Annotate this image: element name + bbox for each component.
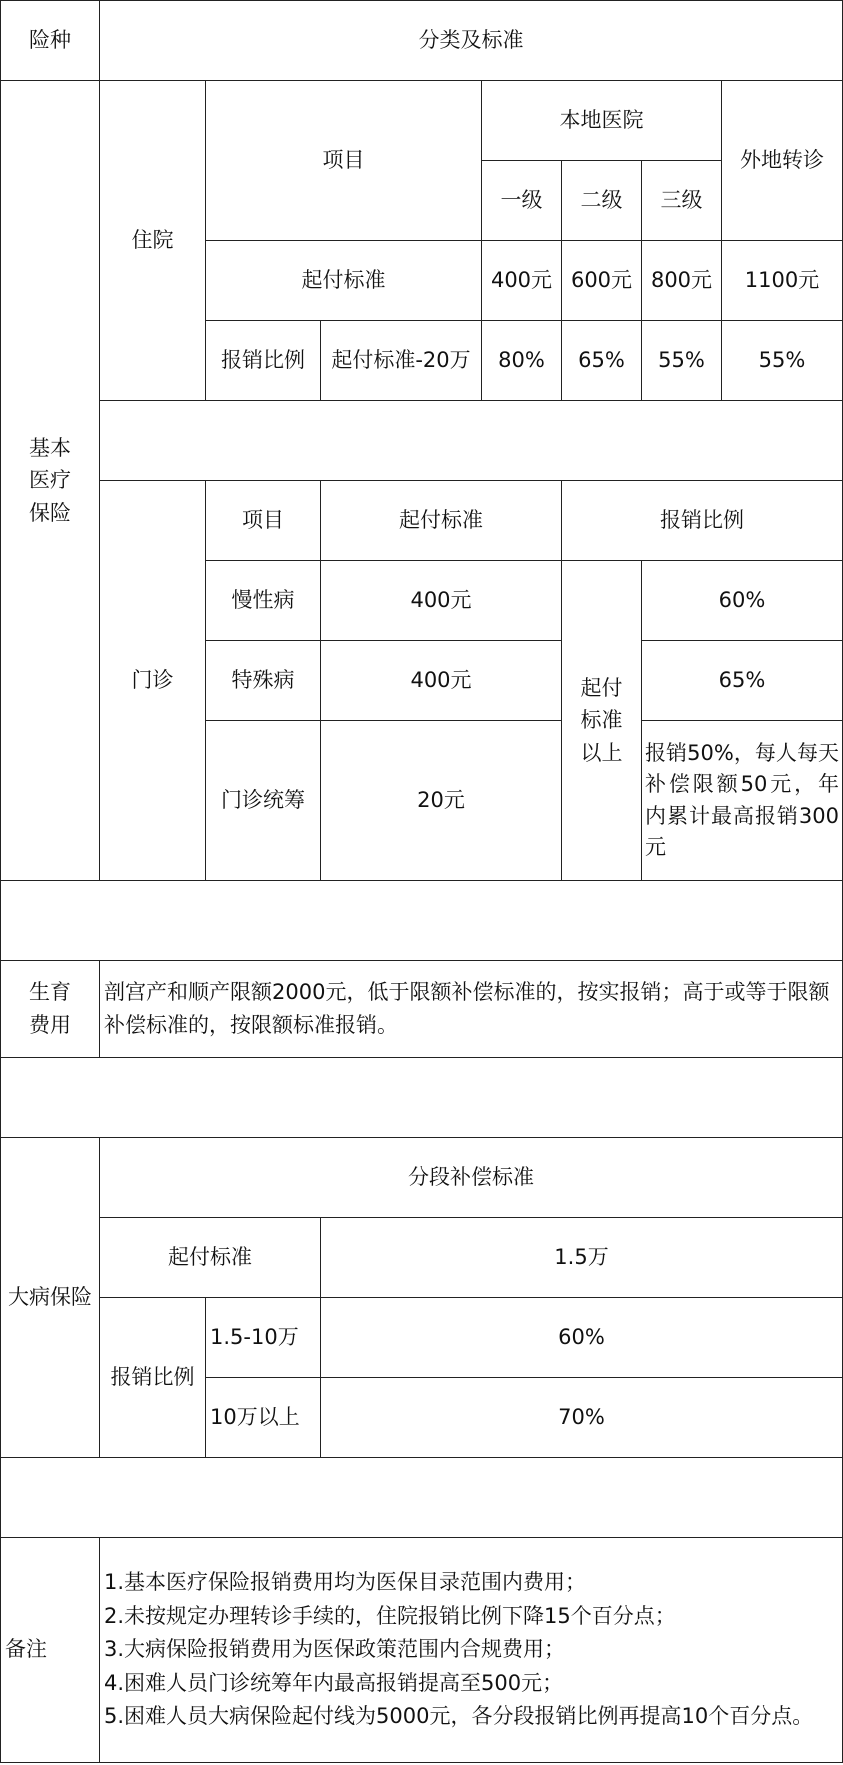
header-type: 险种 xyxy=(1,1,100,81)
local-hospital-header: 本地医院 xyxy=(482,81,722,161)
remote-referral-header: 外地转诊 xyxy=(722,81,843,241)
outpatient-item-header: 项目 xyxy=(206,481,321,561)
header-standard: 分类及标准 xyxy=(100,1,843,81)
inpatient-label: 住院 xyxy=(100,81,206,401)
remark-item: 2.未按规定办理转诊手续的，住院报销比例下降15个百分点； xyxy=(104,1603,676,1628)
outpatient-ratio-pooled: 报销50%，每人每天补偿限额50元，年内累计最高报销300元 xyxy=(642,721,843,881)
critical-tier-row-1 xyxy=(1,1298,843,1378)
level-1-header: 一级 xyxy=(482,161,562,241)
remark-item: 5.困难人员大病保险起付线为5000元，各分段报销比例再提高10个百分点。 xyxy=(104,1704,814,1729)
maternity-text: 剖宫产和顺产限额2000元，低于限额补偿标准的，按实报销；高于或等于限额补偿标准的，按限额标准报销。 xyxy=(100,961,843,1058)
blank-cell xyxy=(1,1058,843,1138)
remarks-row xyxy=(1,1538,843,1763)
critical-tier-range: 1.5-10万 xyxy=(206,1298,321,1378)
blank-cell xyxy=(1,881,843,961)
remark-item: 1.基本医疗保险报销费用均为医保目录范围内费用； xyxy=(104,1570,587,1595)
deductible-level-3: 800元 xyxy=(642,241,722,321)
spacer-row xyxy=(1,1058,843,1138)
inpatient-ratio-range: 起付标准-20万 xyxy=(321,321,482,401)
spacer-row xyxy=(1,881,843,961)
outpatient-deductible: 400元 xyxy=(321,561,562,641)
ratio-level-2: 65% xyxy=(562,321,642,401)
inpatient-deductible-label: 起付标准 xyxy=(206,241,482,321)
critical-tier-ratio: 70% xyxy=(321,1378,843,1458)
ratio-remote: 55% xyxy=(722,321,843,401)
outpatient-ratio: 60% xyxy=(642,561,843,641)
critical-tier-ratio: 60% xyxy=(321,1298,843,1378)
outpatient-item-name: 特殊病 xyxy=(206,641,321,721)
outpatient-deductible: 400元 xyxy=(321,641,562,721)
critical-deductible-label: 起付标准 xyxy=(100,1218,321,1298)
spacer-row xyxy=(1,1458,843,1538)
critical-deductible-value: 1.5万 xyxy=(321,1218,843,1298)
critical-title-row xyxy=(1,1138,843,1218)
blank-cell xyxy=(100,401,843,481)
outpatient-deductible-header: 起付标准 xyxy=(321,481,562,561)
critical-tier-range: 10万以上 xyxy=(206,1378,321,1458)
header-row xyxy=(1,1,843,81)
maternity-row xyxy=(1,961,843,1058)
critical-insurance-label: 大病保险 xyxy=(1,1138,100,1458)
ratio-level-3: 55% xyxy=(642,321,722,401)
outpatient-deductible: 20元 xyxy=(321,721,562,881)
outpatient-label: 门诊 xyxy=(100,481,206,881)
basic-spacer-row xyxy=(1,401,843,481)
deductible-level-1: 400元 xyxy=(482,241,562,321)
remarks-label: 备注 xyxy=(1,1538,100,1763)
deductible-remote: 1100元 xyxy=(722,241,843,321)
basic-insurance-label: 基本 医疗 保险 xyxy=(1,81,100,881)
outpatient-ratio: 65% xyxy=(642,641,843,721)
outpatient-ratio-header: 报销比例 xyxy=(562,481,843,561)
blank-cell xyxy=(1,1458,843,1538)
ratio-level-1: 80% xyxy=(482,321,562,401)
level-2-header: 二级 xyxy=(562,161,642,241)
outpatient-item-name: 门诊统筹 xyxy=(206,721,321,881)
maternity-label: 生育 费用 xyxy=(1,961,100,1058)
remarks-content xyxy=(100,1538,843,1763)
remark-item: 4.困难人员门诊统筹年内最高报销提高至500元； xyxy=(104,1670,564,1695)
outpatient-header-row xyxy=(1,481,843,561)
above-deductible-label: 起付 标准 以上 xyxy=(562,561,642,881)
remark-item: 3.大病保险报销费用为医保政策范围内合规费用； xyxy=(104,1637,566,1662)
outpatient-item-name: 慢性病 xyxy=(206,561,321,641)
inpatient-ratio-label: 报销比例 xyxy=(206,321,321,401)
critical-title: 分段补偿标准 xyxy=(100,1138,843,1218)
inpatient-row-1 xyxy=(1,81,843,161)
deductible-level-2: 600元 xyxy=(562,241,642,321)
level-3-header: 三级 xyxy=(642,161,722,241)
inpatient-item-header: 项目 xyxy=(206,81,482,241)
critical-deductible-row xyxy=(1,1218,843,1298)
critical-ratio-label: 报销比例 xyxy=(100,1298,206,1458)
